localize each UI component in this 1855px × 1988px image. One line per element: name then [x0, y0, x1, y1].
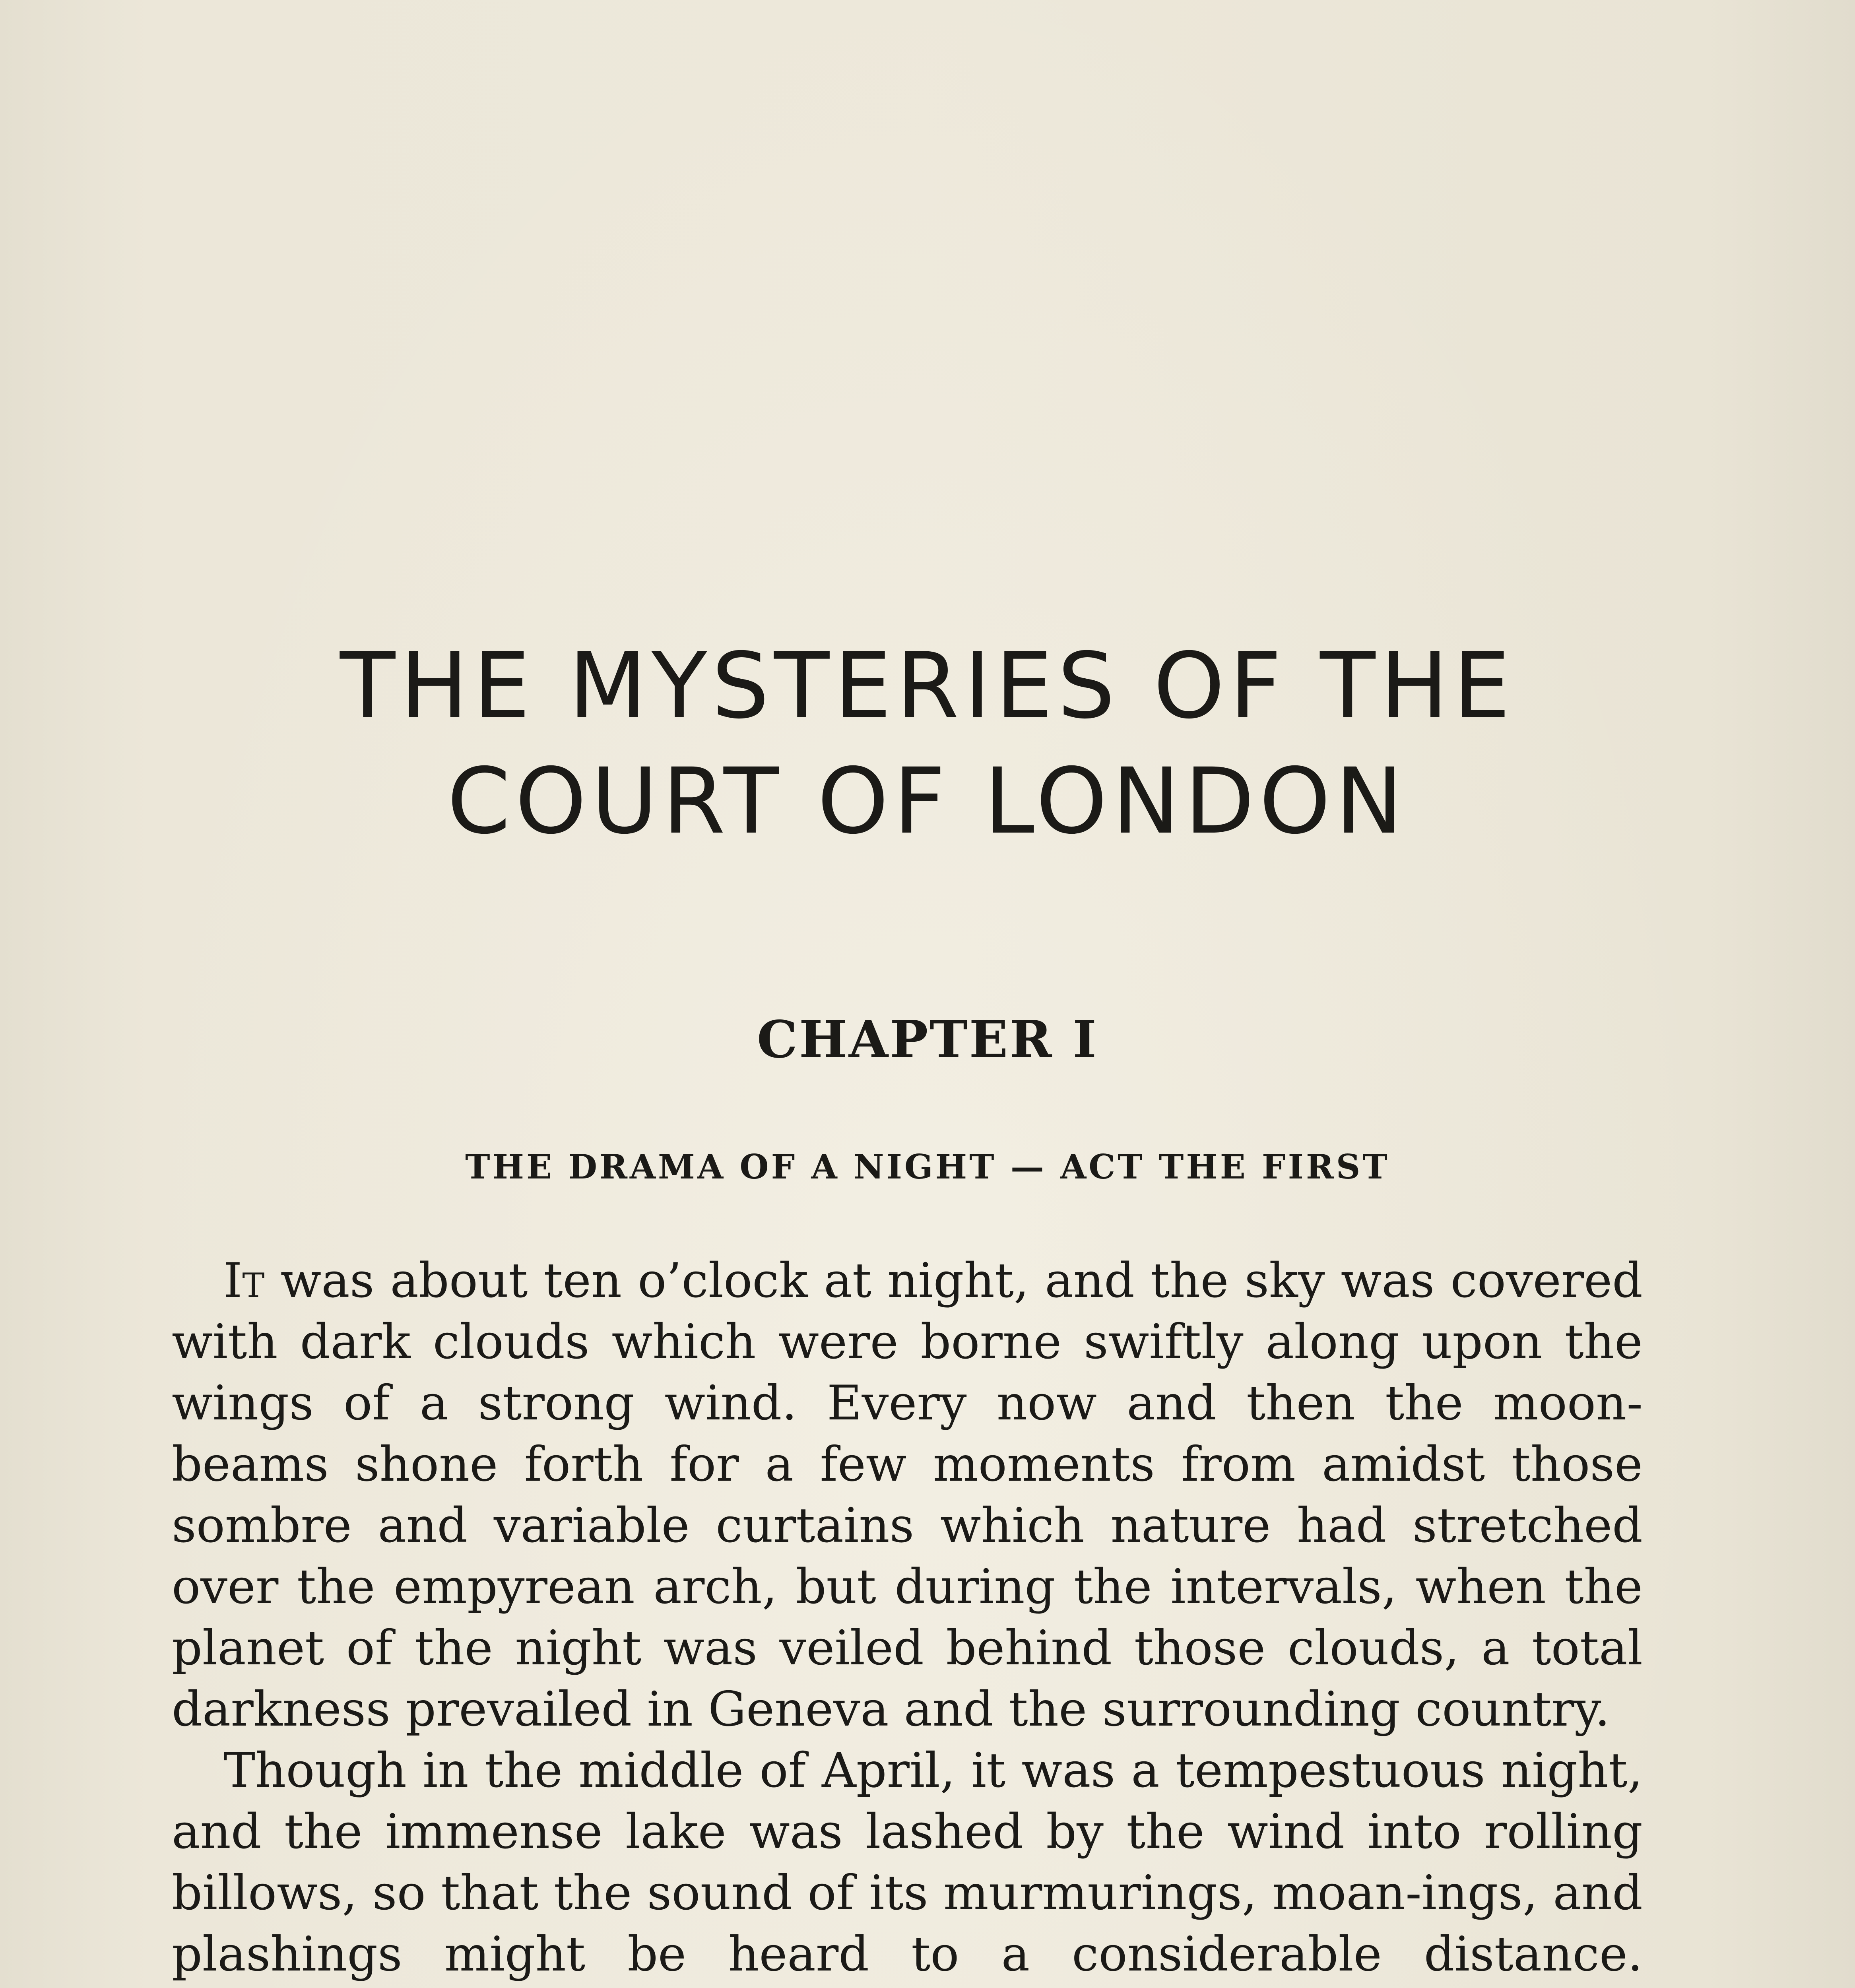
chapter-number: CHAPTER I [757, 1010, 1098, 1070]
book-title-line-1: THE MYSTERIES OF THE [340, 633, 1515, 739]
book-title [0, 628, 1855, 859]
paragraph-1-lead-word: It [223, 1253, 265, 1309]
paragraph-1 [172, 1250, 1643, 1740]
chapter-subtitle: THE DRAMA OF A NIGHT — ACT THE FIRST [465, 1147, 1390, 1186]
chapter-body [172, 1250, 1643, 1988]
paragraph-1-text: was about ten o’clock at night, and the sky was covered with dark clouds which were borne swiftly along upon the wings of a strong wind. Every now and then the moon-beams shone forth for a few moments from amidst those sombre and variable curtains which nature had stretched over the empyrean arch, but during the intervals, when the planet of the night was veiled behind those clouds, a total darkness prevailed in Geneva and the surrounding country. [172, 1253, 1643, 1737]
book-title-line-2: COURT OF LONDON [447, 748, 1408, 854]
paragraph-2: Though in the middle of April, it was a tempestuous night, and the immense lake was lashed by the wind into rolling billows, so that the sound of its murmurings, moan-ings, and plashings might be heard to a considerable distance. [172, 1743, 1643, 1982]
